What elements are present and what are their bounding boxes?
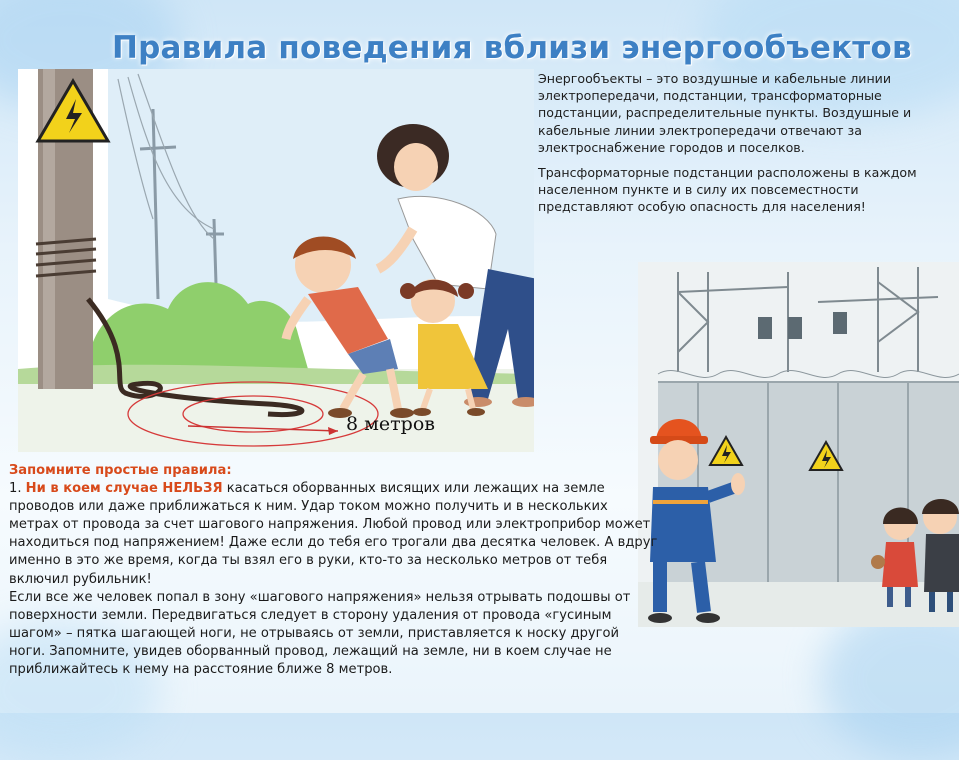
intro-text-block xyxy=(538,70,938,224)
distance-label: 8 метров xyxy=(346,413,435,435)
rules-heading: Запомните простые правила: xyxy=(9,463,232,478)
rule-paragraph-2: Если все же человек попал в зону «шагового напряжения» нельзя отрывать подошвы от поверхности земли. Передвигаться следует в сторону удаления от провода «гусиным шагом» – пятка шагающей ноги, не отрываясь от земли, приставляется к носку другой ноги. Запомните, увидев оборванный провод, лежащий на земле, ни в коем случае не приближайтесь к нему на расстояние ближе 8 метров. xyxy=(9,589,631,678)
intro-paragraph-1: Энергообъекты – это воздушные и кабельные линии электропередачи, подстанции, трансформаторные подстанции, распределительные пункты. Воздушные и кабельные линии электропередачи отвечают за электроснабжение городов и поселков. xyxy=(538,71,912,155)
intro-paragraph-2: Трансформаторные подстанции расположены в каждом населенном пункте и в силу их повсеместности представляют особую опасность для населения! xyxy=(538,165,917,215)
substation-illustration xyxy=(638,262,959,627)
fallen-wire-illustration xyxy=(18,69,534,452)
rule-number: 1. xyxy=(9,481,22,497)
rule-emphasis: Ни в коем случае НЕЛЬЗЯ xyxy=(25,481,223,497)
rules-text-block xyxy=(9,462,659,679)
page-title: Правила поведения вблизи энергообъектов xyxy=(112,30,912,66)
rule-text: касаться оборванных висящих или лежащих на земле проводов или даже приближаться к ним. Удар током можно получить и в нескольких метрах от провода за счет шагового напряжения. Любой провод или электроприбор может находиться под напряжением! Даже если до тебя его трогали два десятка человек. А вдруг именно в это же время, когда ты взял его в руки, кто-то за несколько метров от тебя включил рубильник! xyxy=(9,481,658,587)
rule-item-1 xyxy=(9,480,659,589)
